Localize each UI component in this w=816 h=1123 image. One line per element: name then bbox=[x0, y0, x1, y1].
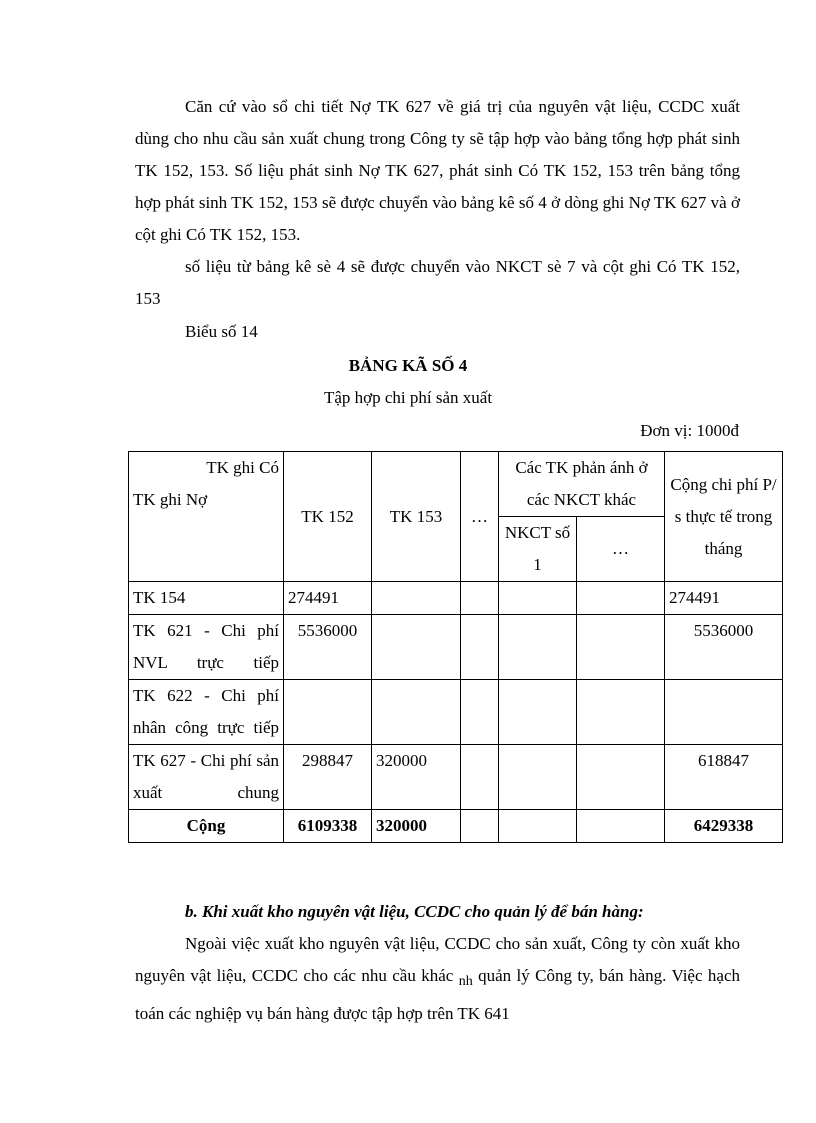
header-nkct1: NKCT số 1 bbox=[499, 517, 577, 582]
row4-tk153: 320000 bbox=[372, 745, 461, 810]
table-row bbox=[129, 582, 783, 615]
paragraph-1: Căn cứ vào sổ chi tiết Nợ TK 627 về giá trị của nguyên vật liệu, CCDC xuất dùng cho nhu cầu sản xuất chung trong Công ty sẽ tập hợp vào bảng tổng hợp phát sinh TK 152, 153. Số liệu phát sinh Nợ TK 627, phát sinh Có TK 152, 153 trên bảng tổng hợp phát sinh TK 152, 153 sẽ được chuyển vào bảng kê số 4 ở dòng ghi Nợ TK 627 và ở cột ghi Có TK 152, 153. bbox=[135, 97, 740, 244]
table-subtitle: Tập hợp chi phí sản xuất bbox=[323, 388, 493, 407]
row4-tk152: 298847 bbox=[284, 745, 372, 810]
table-row bbox=[129, 745, 783, 810]
row2-label: TK 621 - Chi phí NVL trực tiếp bbox=[129, 615, 284, 680]
paragraph-3-part-a: Ngoài việc xuất kho nguyên vật liệu, CCDC cho sản xuất, Công ty còn xuất kho nguyên vật liệu, CCDC cho các nhu cầu khác bbox=[135, 934, 740, 985]
row5-tk152: 6109338 bbox=[284, 810, 372, 843]
table-row bbox=[129, 680, 783, 745]
header-dots: … bbox=[461, 452, 499, 582]
header-dots-2: … bbox=[577, 517, 665, 582]
row3-label: TK 622 - Chi phí nhân công trực tiếp bbox=[129, 680, 284, 745]
row1-tk152: 274491 bbox=[284, 582, 372, 615]
row5-total: 6429338 bbox=[665, 810, 783, 843]
paragraph-3-part-b: quản lý Công ty, bán hàng. Việc hạch toán các nghiệp vụ bán hàng được tập hợp trên TK 641 bbox=[135, 966, 741, 1023]
paragraph-3 bbox=[135, 928, 740, 1030]
unit-label: Đơn vị: 1000đ bbox=[640, 421, 739, 440]
bieu-label: Biểu số 14 bbox=[185, 322, 258, 341]
header-tk153: TK 153 bbox=[372, 452, 461, 582]
row4-total: 618847 bbox=[665, 745, 783, 810]
header-other-accounts: Các TK phản ánh ở các NKCT khác bbox=[499, 452, 665, 517]
table-row bbox=[129, 615, 783, 680]
row5-tk153: 320000 bbox=[372, 810, 461, 843]
paragraph-2: số liệu từ bảng kê sè 4 sẽ được chuyển vào NKCT sè 7 và cột ghi Có TK 152, 153 bbox=[135, 257, 740, 308]
row1-total: 274491 bbox=[665, 582, 783, 615]
row4-label: TK 627 - Chi phí sản xuất chung bbox=[129, 745, 284, 810]
header-total: Cộng chi phí P/ s thực tế trong tháng bbox=[665, 452, 783, 582]
row1-label: TK 154 bbox=[129, 582, 284, 615]
header-no: TK ghi Nợ bbox=[133, 490, 208, 509]
paragraph-3-nh: nh bbox=[458, 974, 473, 989]
table-title: BẢNG KÃ SỐ 4 bbox=[348, 356, 468, 375]
header-co: TK ghi Có bbox=[206, 458, 279, 477]
row5-label: Cộng bbox=[129, 810, 284, 843]
header-corner bbox=[129, 452, 284, 582]
heading-b: b. Khi xuất kho nguyên vật liệu, CCDC cho quản lý để bán hàng: bbox=[185, 902, 644, 921]
row2-total: 5536000 bbox=[665, 615, 783, 680]
header-tk152: TK 152 bbox=[284, 452, 372, 582]
row2-tk152: 5536000 bbox=[284, 615, 372, 680]
bang-ke-table bbox=[128, 451, 783, 843]
table-row-total bbox=[129, 810, 783, 843]
